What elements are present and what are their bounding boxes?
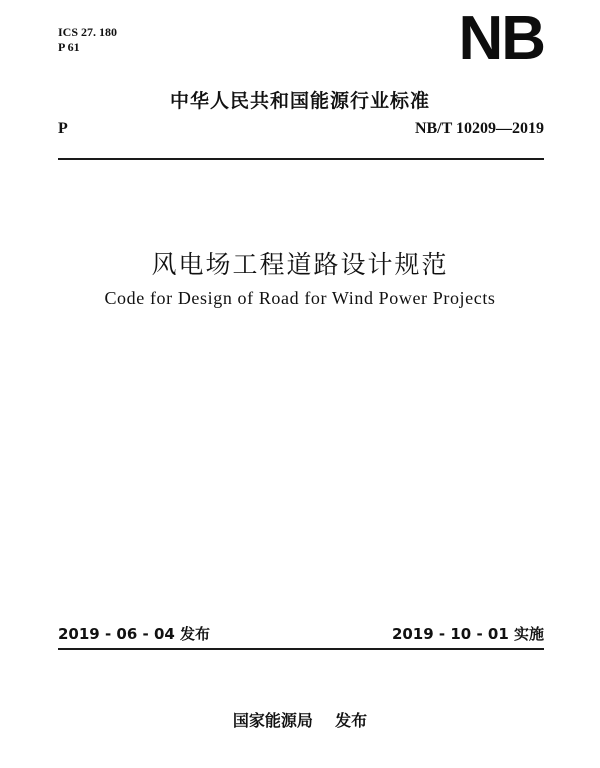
standard-number: NB/T 10209—2019 bbox=[414, 120, 544, 137]
publisher: 国家能源局 发布 bbox=[232, 711, 368, 730]
title-chinese: 风电场工程道路设计规范 bbox=[151, 250, 449, 279]
bottom-divider bbox=[58, 648, 544, 650]
top-divider bbox=[58, 158, 544, 160]
ccs-code: P 61 bbox=[58, 40, 80, 54]
title-english: Code for Design of Road for Wind Power Projects bbox=[104, 288, 496, 308]
issue-date: 2019 - 06 - 04 发布 bbox=[58, 625, 211, 643]
implementation-date: 2019 - 10 - 01 实施 bbox=[391, 625, 544, 643]
industry-standard-heading: 中华人民共和国能源行业标准 bbox=[169, 90, 430, 112]
classification-letter: P bbox=[58, 120, 68, 137]
ics-code: ICS 27. 180 bbox=[58, 25, 118, 39]
catalog-codes bbox=[58, 25, 117, 55]
nb-logo: NB bbox=[458, 4, 544, 73]
